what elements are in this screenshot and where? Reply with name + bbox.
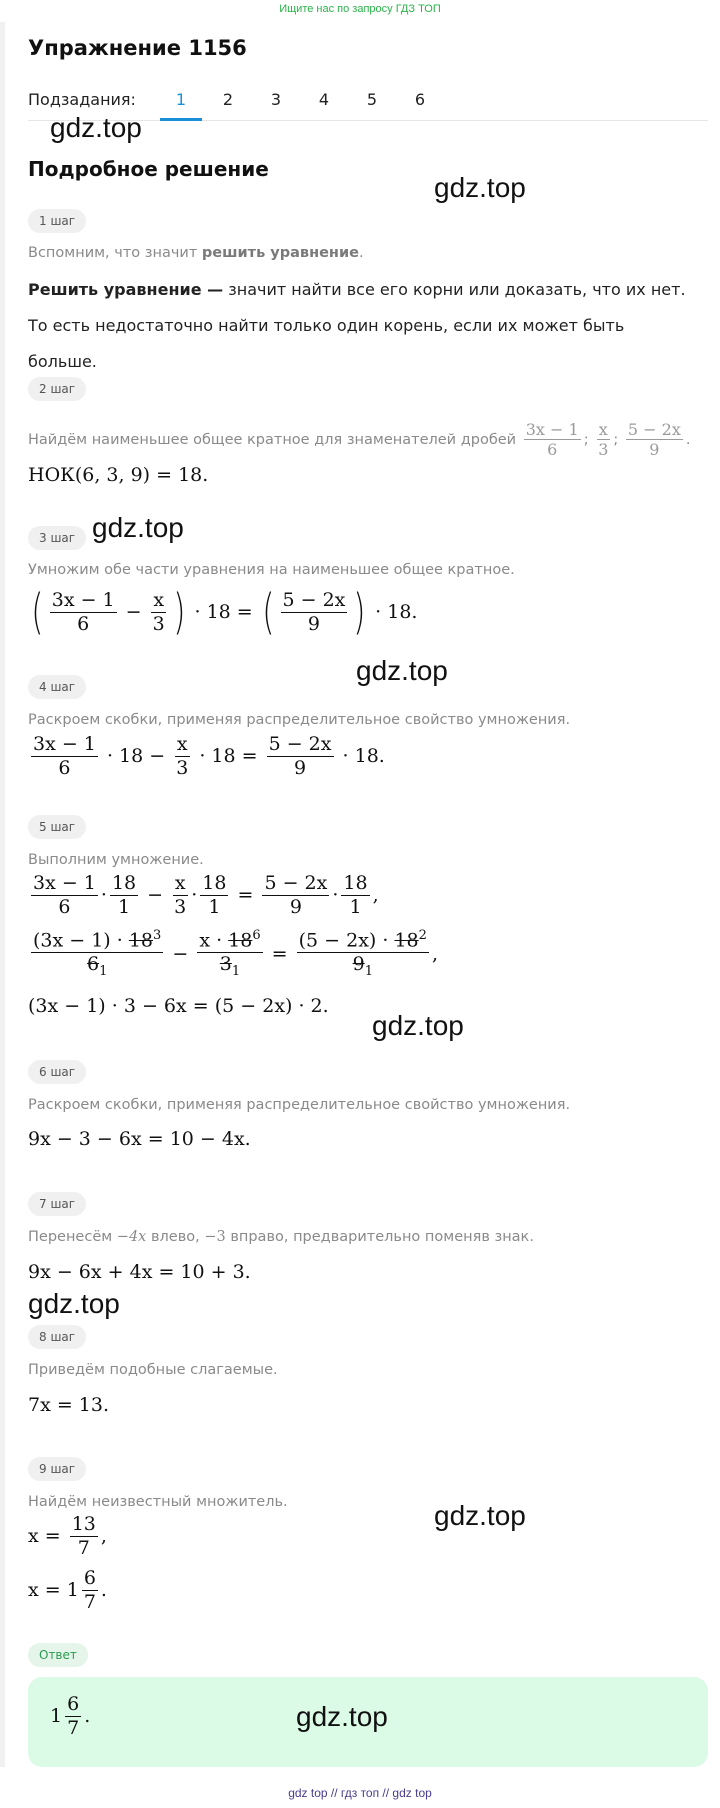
watermark: gdz.top [356,655,448,686]
page-title: Упражнение 1156 [28,36,247,60]
step-hint: Найдём наименьшее общее кратное для знаменателей дробей $\frac{3x - 1}{6}$ ; $\frac{x}{3}$ ; $\frac{5 - 2x}{9}$ . [28,420,691,460]
step-equation: (3x − 1) · 3 − 6x = (5 − 2x) · 2. [28,995,329,1017]
watermark: gdz.top [372,1010,464,1041]
subtask-tab-2[interactable]: 2 [222,90,234,109]
watermark: gdz.top [28,1288,120,1319]
answer-badge: Ответ [28,1643,88,1667]
step-badge: 7 шаг [28,1192,86,1216]
step-equation: ( $\frac{3x - 1}{6}$ − $\frac{x}{3}$ ) · 18 = ( $\frac{5 - 2x}{9}$ ) · 18. [31,584,418,640]
watermark: gdz.top [434,1500,526,1531]
step-hint: Выполним умножение. [28,852,204,868]
watermark: gdz.top [434,172,526,203]
watermark: gdz.top [92,512,184,543]
step-badge: 3 шаг [28,526,86,550]
step-badge: 2 шаг [28,377,86,401]
step-equation: 7x = 13. [28,1394,110,1416]
step-badge: 4 шаг [28,675,86,699]
left-border [0,22,5,1767]
step-badge: 1 шаг [28,209,86,233]
step-paragraph: Решить уравнение — значит найти все его корни или доказать, что их нет. То есть недостаточно найти только один корень, если их может быть больше. [28,280,686,371]
step-equation: $\frac{3x - 1}{6}$ · 18 − $\frac{x}{3}$ · 18 = $\frac{5 - 2x}{9}$ · 18. [33,733,385,779]
subtask-tab-3[interactable]: 3 [270,90,282,109]
step-equation: 9x − 6x + 4x = 10 + 3. [28,1261,251,1283]
step-hint: Умножим обе части уравнения на наименьшее общее кратное. [28,562,515,578]
step-badge: 6 шаг [28,1060,86,1084]
step-badge: 8 шаг [28,1325,86,1349]
step-equation: x = $\frac{13}{7}$ , [28,1513,107,1559]
step-badge: 9 шаг [28,1457,86,1481]
answer-box [28,1677,708,1767]
subtask-tab-6[interactable]: 6 [414,90,426,109]
top-banner: Ищите нас по запросу ГДЗ ТОП [279,3,441,15]
watermark: gdz.top [296,1701,388,1732]
subtasks-label: Подзадания: [28,90,136,109]
step-equation: $\frac{3x - 1}{6}$ · $\frac{18}{1}$ − $\frac{x}{3}$ · $\frac{18}{1}$ = $\frac{5 - 2x}{9}$ · $\frac{18}{1}$ , [33,872,379,918]
section-title: Подробное решение [28,157,269,181]
step-equation: 9x − 3 − 6x = 10 − 4x. [28,1128,251,1150]
subtask-tab-1[interactable]: 1 [166,90,196,109]
step-hint: Перенесём −4x влево, −3 вправо, предварительно поменяв знак. [28,1229,534,1245]
watermark: gdz.top [50,112,142,143]
step-hint: Приведём подобные слагаемые. [28,1362,278,1378]
footer-links[interactable]: gdz top // гдз топ // gdz top [288,1786,432,1800]
step-hint: Раскроем скобки, применяя распределительное свойство умножения. [28,1097,571,1113]
step-hint: Вспомним, что значит решить уравнение. [28,245,364,261]
subtask-tab-5[interactable]: 5 [366,90,378,109]
step-equation: $\frac{(3x - 1) \cdot 18^3}{6_1}$ − $\frac{x \cdot 18^6}{3_1}$ = $\frac{(5 - 2x) \cdot 18^2}{9_1}$ , [33,928,438,979]
step-badge: 5 шаг [28,815,86,839]
step-hint: Раскроем скобки, применяя распределительное свойство умножения. [28,712,571,728]
step-hint: Найдём неизвестный множитель. [28,1494,288,1510]
answer-value: 1 $\frac{6}{7}$ . [50,1693,91,1739]
step-equation: x = 1 $\frac{6}{7}$ . [28,1567,107,1613]
subtask-tab-4[interactable]: 4 [318,90,330,109]
step-equation: НОК(6, 3, 9) = 18. [28,464,209,486]
